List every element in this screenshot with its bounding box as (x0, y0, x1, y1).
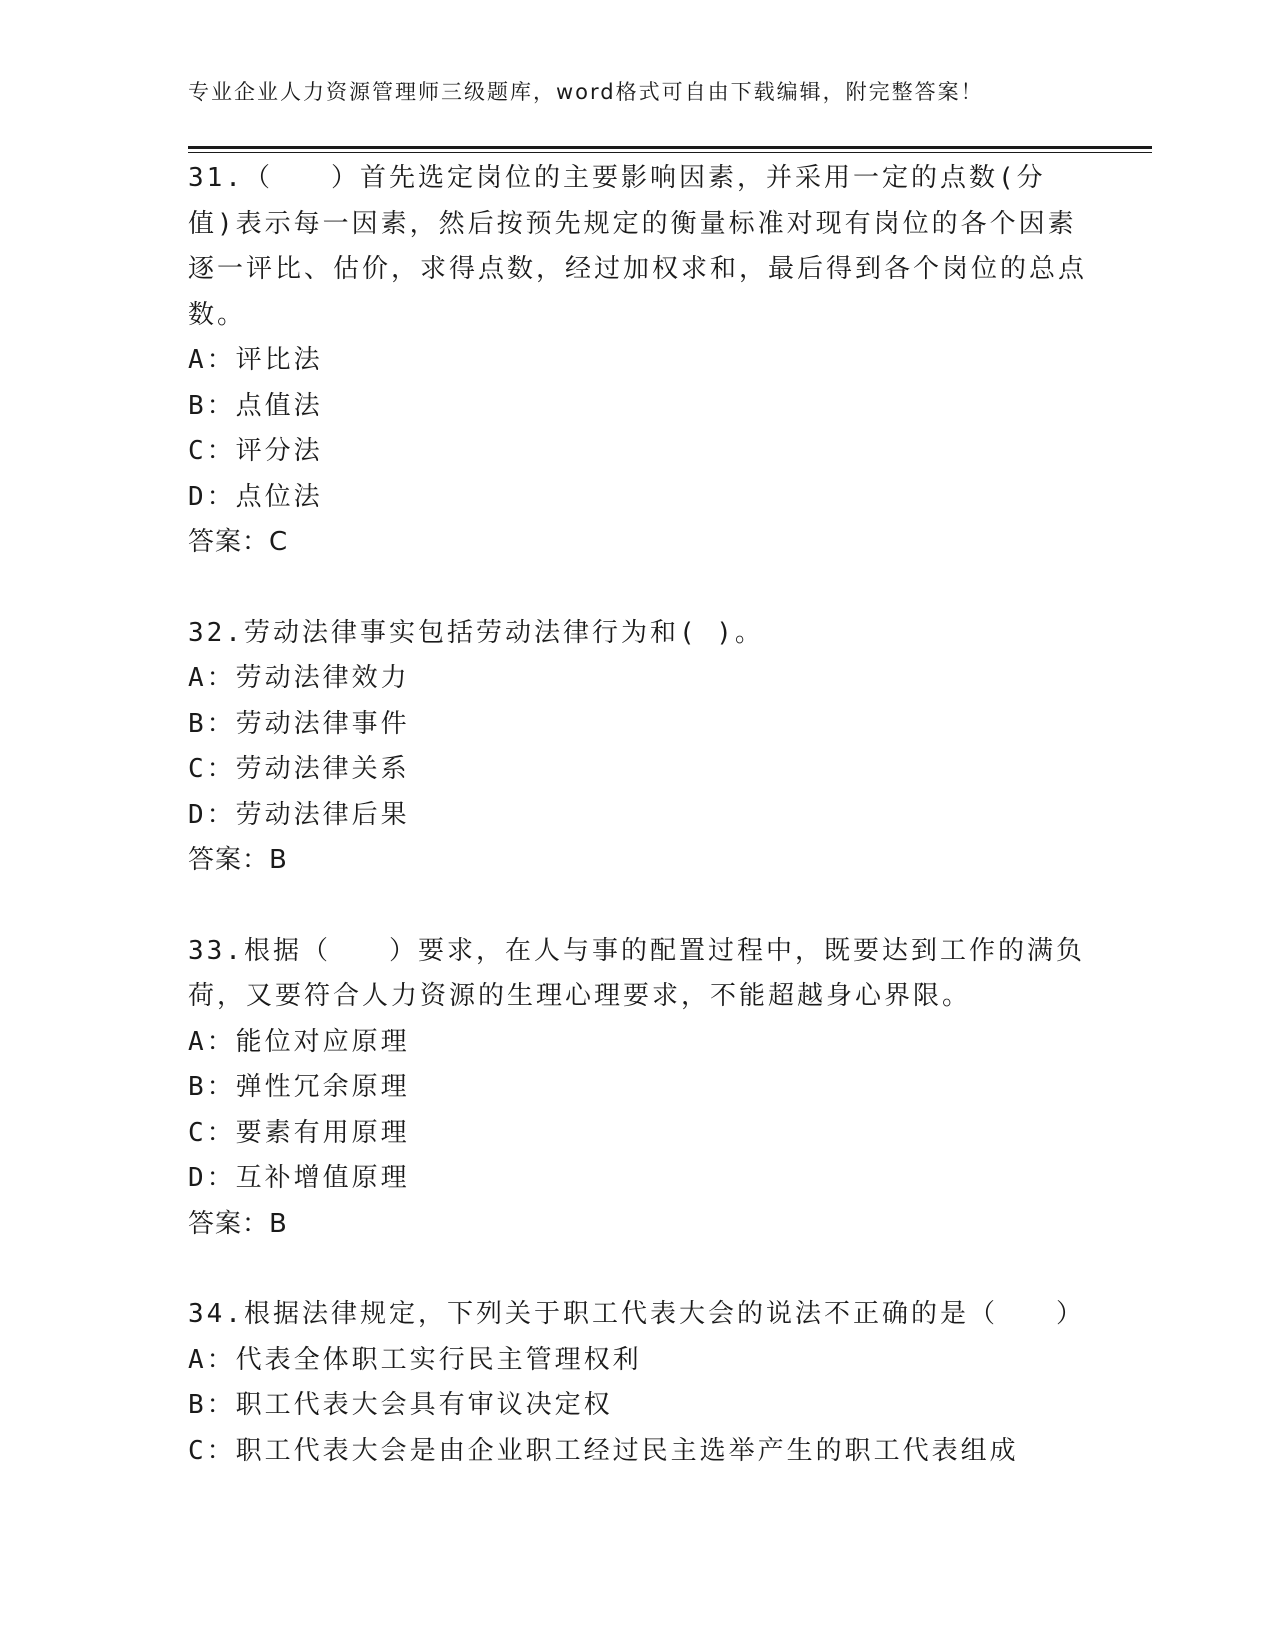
answer: 答案：C (188, 527, 289, 557)
option-b: B：劳动法律事件 (188, 708, 410, 739)
option-c: C：劳动法律关系 (188, 754, 410, 784)
option-a: A：评比法 (188, 345, 323, 375)
question-text: 32.劳动法律事实包括劳动法律行为和( )。 (188, 617, 764, 648)
question-34 (188, 1292, 1088, 1474)
page-header: 专业企业人力资源管理师三级题库，word格式可自由下载编辑，附完整答案！ (188, 80, 984, 104)
option-b: B：点值法 (188, 390, 323, 421)
option-c: C：职工代表大会是由企业职工经过民主选举产生的职工代表组成 (188, 1435, 1019, 1466)
header-rule (188, 146, 1152, 149)
option-a: A：代表全体职工实行民主管理权利 (188, 1344, 642, 1375)
question-text: 34.根据法律规定，下列关于职工代表大会的说法不正确的是（ ） (188, 1299, 1085, 1329)
option-a: A：劳动法律效力 (188, 663, 410, 693)
option-b: B：职工代表大会具有审议决定权 (188, 1390, 613, 1420)
question-31 (188, 156, 1088, 566)
option-c: C：要素有用原理 (188, 1117, 410, 1148)
option-c: C：评分法 (188, 436, 323, 466)
question-text: 33.根据（ ）要求，在人与事的配置过程中，既要达到工作的满负荷，又要符合人力资源的生理心理要求，不能超越身心界限。 (188, 935, 1085, 1011)
question-33 (188, 929, 1088, 1248)
question-text: 31.（ ）首先选定岗位的主要影响因素，并采用一定的点数(分值)表示每一因素，然后按预先规定的衡量标准对现有岗位的各个因素逐一评比、估价，求得点数，经过加权求和，最后得到各个岗位的总点数。 (188, 163, 1088, 330)
option-d: D：互补增值原理 (188, 1163, 410, 1193)
option-d: D：点位法 (188, 481, 323, 512)
option-a: A：能位对应原理 (188, 1026, 410, 1057)
header-rule-thin (188, 152, 1152, 153)
answer: 答案：B (188, 1208, 288, 1239)
question-list (188, 156, 1088, 1519)
answer: 答案：B (188, 845, 288, 875)
option-b: B：弹性冗余原理 (188, 1072, 410, 1102)
question-32 (188, 611, 1088, 884)
option-d: D：劳动法律后果 (188, 799, 410, 830)
